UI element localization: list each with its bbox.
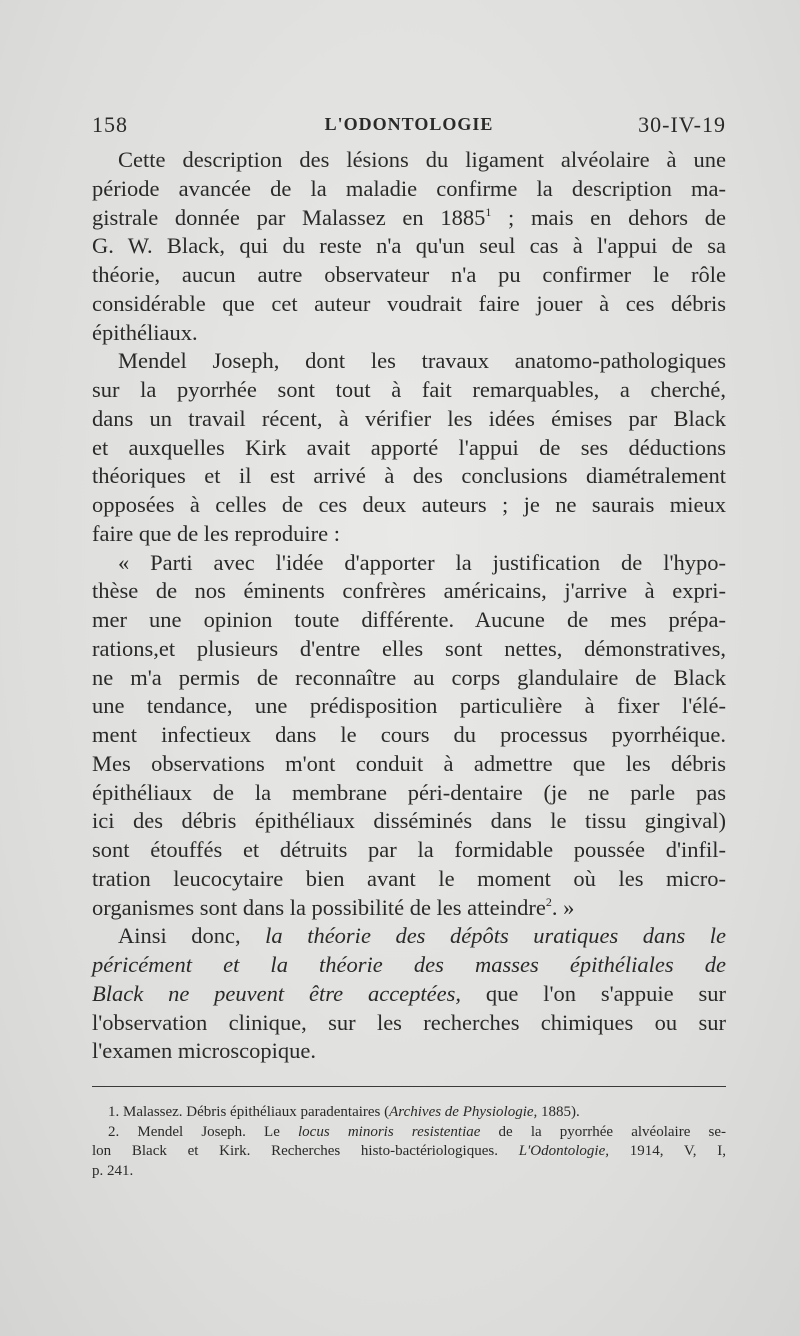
text-span: gistrale donnée par Malassez en 1885 bbox=[92, 204, 486, 230]
page-header bbox=[92, 112, 726, 142]
running-title: L'ODONTOLOGIE bbox=[324, 114, 494, 134]
text-span: de la pyorrhée alvéolaire se- bbox=[480, 1123, 726, 1140]
text-span: ; mais en dehors de bbox=[508, 204, 726, 230]
text-line: l'examen microscopique. bbox=[92, 1038, 316, 1064]
italic-span: péricément et la théorie des masses épithéliales de bbox=[92, 952, 726, 977]
text-span: lon Black et Kirk. Recherches histo-bactériologiques. bbox=[92, 1143, 519, 1159]
text-span: 1885). bbox=[537, 1104, 580, 1120]
text-line: Cette description des lésions du ligament alvéolaire à une bbox=[118, 147, 726, 172]
page-number: 158 bbox=[92, 112, 128, 137]
text-line: ne m'a permis de reconnaître au corps glandulaire de Black bbox=[92, 664, 726, 690]
paragraph-3-quotation bbox=[92, 549, 726, 923]
text-line: dans un travail récent, à vérifier les idées émises par Black bbox=[92, 405, 726, 431]
italic-span: L'Odontologie, bbox=[518, 1143, 609, 1159]
text-line: et auxquelles Kirk avait apporté l'appui de ses déductions bbox=[92, 434, 726, 460]
text-line: ment infectieux dans le cours du processus pyorrhéique. bbox=[92, 722, 726, 747]
footnote-2-end: p. 241. bbox=[92, 1162, 134, 1179]
footnote-divider bbox=[92, 1086, 726, 1087]
text-line bbox=[92, 204, 726, 233]
text-line: « Parti avec l'idée d'apporter la justification de l'hypo- bbox=[118, 549, 726, 575]
text-line: théorie, aucun autre observateur n'a pu confirmer le rôle bbox=[92, 262, 726, 287]
text-line: l'observation clinique, sur les recherches chimiques ou sur bbox=[92, 1009, 726, 1035]
text-line: thèse de nos éminents confrères américains, j'arrive à expri- bbox=[92, 578, 726, 604]
text-line: Mendel Joseph, dont les travaux anatomo-pathologiques bbox=[118, 348, 726, 374]
text-line: faire que de les reproduire : bbox=[92, 520, 341, 546]
text-line: tration leucocytaire bien avant le moment où les micro- bbox=[92, 865, 726, 891]
text-line bbox=[92, 922, 726, 951]
body-text bbox=[92, 146, 726, 1066]
text-line: Mes observations m'ont conduit à admettre que les débris bbox=[92, 750, 726, 776]
footnote-2 bbox=[92, 1123, 726, 1143]
text-span: que l'on s'appuie sur bbox=[461, 980, 726, 1006]
text-span: 1. Malassez. Débris épithéliaux paradentaires ( bbox=[108, 1104, 390, 1120]
text-span: 2. Mendel Joseph. Le bbox=[108, 1123, 299, 1140]
italic-span: locus minoris resistentiae bbox=[298, 1123, 481, 1140]
paragraph-1 bbox=[92, 146, 726, 347]
italic-span: la théorie des dépôts uratiques dans le bbox=[265, 923, 727, 949]
text-line: sont étouffés et détruits par la formidable poussée d'infil- bbox=[92, 837, 726, 862]
text-line bbox=[92, 980, 726, 1009]
text-line: mer une opinion toute différente. Aucune de mes prépa- bbox=[92, 607, 726, 632]
footnote-1 bbox=[92, 1103, 726, 1123]
issue-date: 30-IV-19 bbox=[638, 112, 726, 137]
italic-span: Black ne peuvent être acceptées, bbox=[92, 980, 462, 1006]
text-line bbox=[92, 951, 726, 980]
text-span: Ainsi donc, bbox=[118, 923, 266, 949]
text-line: période avancée de la maladie confirme la description ma- bbox=[92, 175, 726, 201]
text-line: théoriques et il est arrivé à des conclusions diamétralement bbox=[92, 463, 726, 489]
paragraph-4 bbox=[92, 922, 726, 1066]
footnotes bbox=[92, 1103, 726, 1181]
footnote-ref-1[interactable]: 1 bbox=[485, 204, 492, 219]
text-line: une tendance, une prédisposition particulière à fixer l'élé- bbox=[92, 693, 726, 719]
text-line: épithéliaux. bbox=[92, 319, 198, 345]
text-line: épithéliaux de la membrane péri-dentaire (je ne parle pas bbox=[92, 779, 726, 805]
text-line bbox=[92, 894, 726, 923]
text-span: 1914, V, I, bbox=[608, 1143, 726, 1159]
text-line: G. W. Black, qui du reste n'a qu'un seul cas à l'appui de sa bbox=[92, 233, 726, 259]
footnote-ref-2[interactable]: 2 bbox=[545, 894, 552, 909]
text-span: . » bbox=[551, 894, 575, 920]
text-line: rations,et plusieurs d'entre elles sont nettes, démonstratives, bbox=[92, 635, 726, 661]
footnote-2-cont bbox=[92, 1142, 726, 1162]
italic-span: Archives de Physiologie, bbox=[389, 1104, 538, 1120]
text-line: ici des débris épithéliaux disséminés dans le tissu gingival) bbox=[92, 808, 726, 834]
text-span: organismes sont dans la possibilité de les atteindre bbox=[92, 894, 546, 920]
paragraph-2 bbox=[92, 347, 726, 548]
text-line: considérable que cet auteur voudrait faire jouer à ces débris bbox=[92, 290, 726, 316]
text-line: opposées à celles de ces deux auteurs ; je ne saurais mieux bbox=[92, 492, 726, 517]
text-line: sur la pyorrhée sont tout à fait remarquables, a cherché, bbox=[92, 377, 726, 402]
